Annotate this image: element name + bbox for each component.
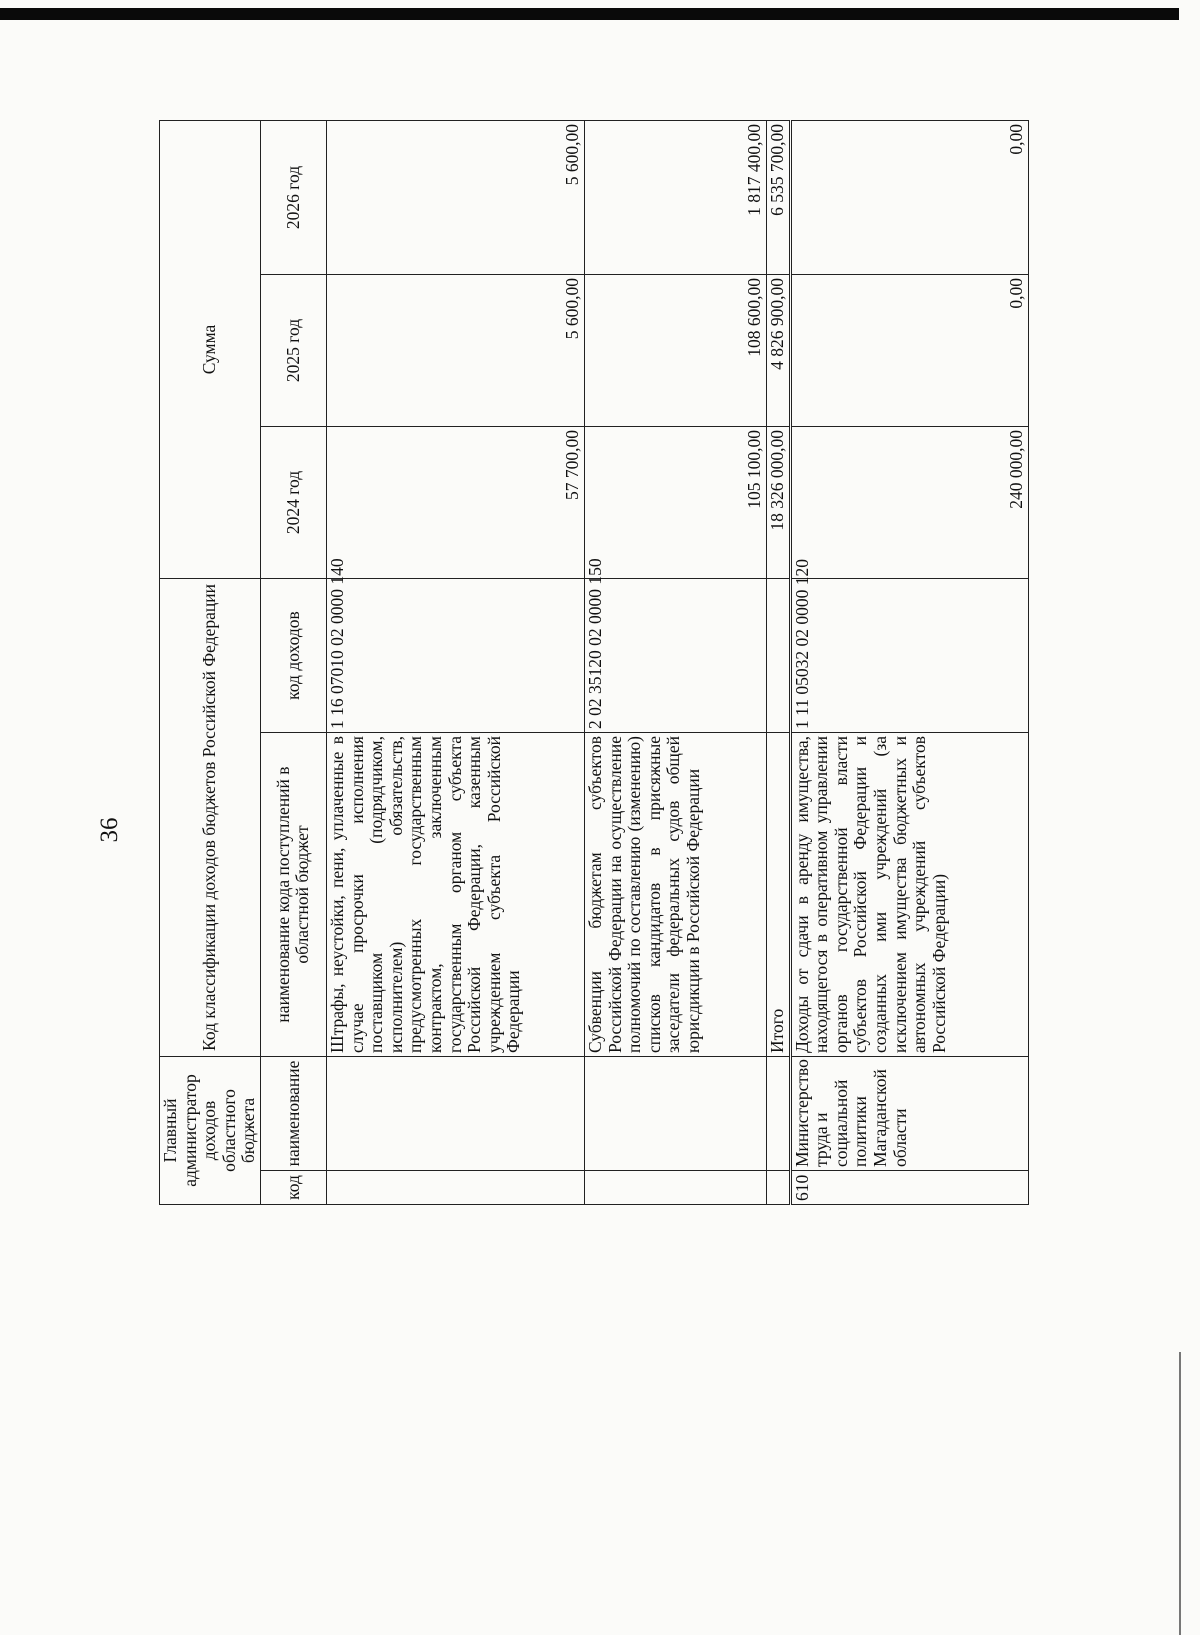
cell-admin-name <box>584 1057 766 1171</box>
header-year-2025: 2025 год <box>260 275 326 427</box>
cell-income-name: Штрафы, неустойки, пени, уплаченные в случае просрочки исполнения поставщиком (подрядчиком, исполнителем) обязательств, предусмотренных государственным контрактом, заключенным государственным органом субъекта Российской Федерации, казенным учреждением субъекта Российской Федерации <box>326 733 584 1057</box>
page-number <box>96 817 123 843</box>
revenue-table <box>159 120 1029 1205</box>
header-classification-group: Код классификации доходов бюджетов Российской Федерации <box>160 579 261 1057</box>
table-row <box>790 120 1028 1204</box>
header-sum-group: Сумма <box>160 120 261 578</box>
cell-sum-2025: 0,00 <box>790 275 1028 427</box>
header-year-2024: 2024 год <box>260 427 326 579</box>
table-row <box>326 120 584 1204</box>
total-row <box>766 120 790 1204</box>
header-row-sub <box>260 120 326 1204</box>
cell-admin-code: 610 <box>790 1171 1028 1205</box>
table-row <box>584 120 766 1204</box>
cell-total-2026: 6 535 700,00 <box>766 120 790 274</box>
cell-sum-2024: 105 100,00 <box>584 427 766 579</box>
scan-top-border <box>0 8 1179 20</box>
cell-total-2024: 18 326 000,00 <box>766 427 790 579</box>
cell-sum-2026: 1 817 400,00 <box>584 120 766 274</box>
cell-sum-2025: 5 600,00 <box>326 275 584 427</box>
cell-sum-2025: 108 600,00 <box>584 275 766 427</box>
cell-admin-name <box>326 1057 584 1171</box>
header-admin-group: Главный администратор доходов областного бюджета <box>160 1057 261 1205</box>
cell-sum-2026: 0,00 <box>790 120 1028 274</box>
header-admin-code: код <box>260 1171 326 1205</box>
cell-admin-name <box>766 1057 790 1171</box>
cell-income-code: 1 11 05032 02 0000 120 <box>790 579 1028 733</box>
cell-income-name: Субвенции бюджетам субъектов Российской Федерации на осуществление полномочий по составлению (изменению) списков кандидатов в присяжные заседатели федеральных судов общей юрисдикции в Российской Федерации <box>584 733 766 1057</box>
cell-income-code: 2 02 35120 02 0000 150 <box>584 579 766 733</box>
header-admin-name: наименование <box>260 1057 326 1171</box>
cell-sum-2026: 5 600,00 <box>326 120 584 274</box>
cell-total-label: Итого <box>766 733 790 1057</box>
cell-sum-2024: 57 700,00 <box>326 427 584 579</box>
rotated-table-container <box>159 121 1034 1205</box>
header-income-code: код доходов <box>260 579 326 733</box>
header-row-top <box>160 120 261 1204</box>
header-income-name: наименование кода поступлений в областной бюджет <box>260 733 326 1057</box>
cell-total-2025: 4 826 900,00 <box>766 275 790 427</box>
cell-sum-2024: 240 000,00 <box>790 427 1028 579</box>
cell-income-code <box>766 579 790 733</box>
page-number-text: 36 <box>96 817 123 843</box>
cell-admin-code <box>584 1171 766 1205</box>
cell-admin-code <box>766 1171 790 1205</box>
cell-admin-name: Министерство труда и социальной политики Магаданской области <box>790 1057 1028 1171</box>
header-year-2026: 2026 год <box>260 120 326 274</box>
scan-right-edge <box>1179 1352 1181 1635</box>
cell-income-code: 1 16 07010 02 0000 140 <box>326 579 584 733</box>
cell-admin-code <box>326 1171 584 1205</box>
cell-income-name: Доходы от сдачи в аренду имущества, находящегося в оперативном управлении органов государственной власти субъектов Российской Федерации и созданных ими учреждений (за исключением имущества бюджетных и автономных учреждений субъектов Российской Федерации) <box>790 733 1028 1057</box>
